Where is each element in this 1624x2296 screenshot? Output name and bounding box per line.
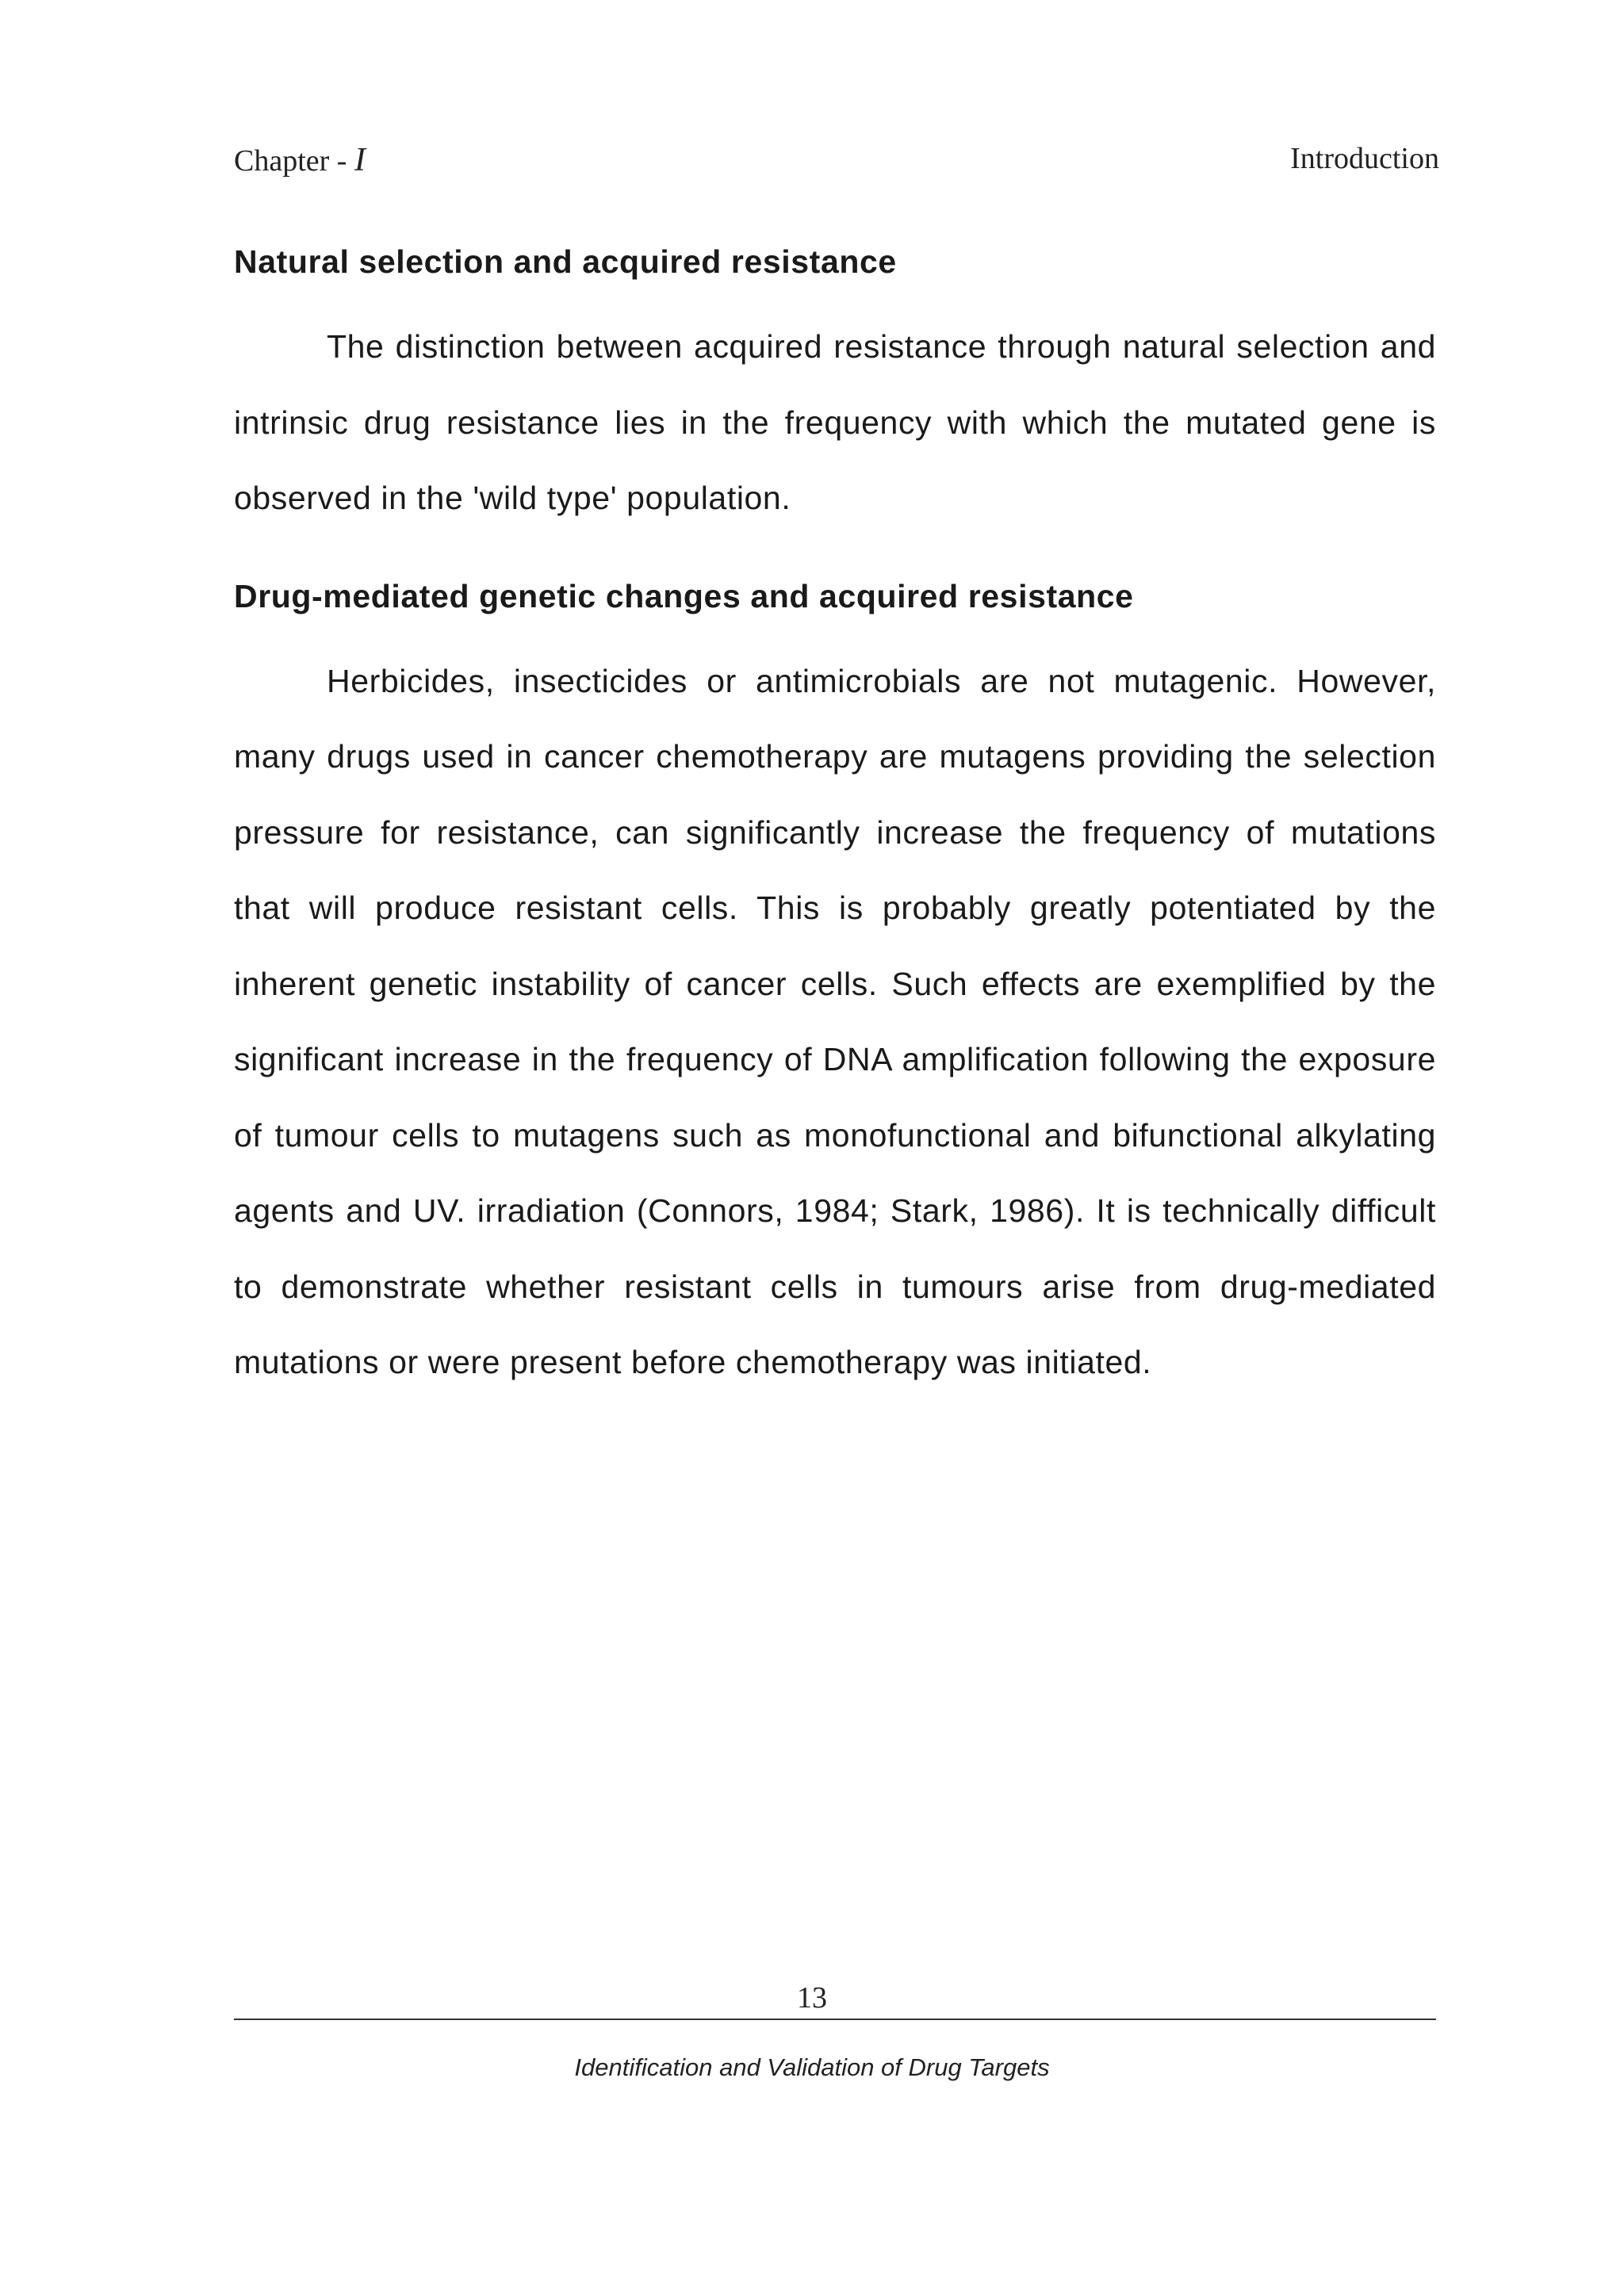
paragraph-natural-selection: The distinction between acquired resistance through natural selection and intrinsic drug resistance lies in the frequency with which the mutated gene is observed in the 'wild type' population. [234,328,1436,516]
section-heading-drug-mediated: Drug-mediated genetic changes and acquired resistance [234,577,1134,614]
chapter-label-text: Chapter - [234,144,354,178]
section-heading-natural-selection: Natural selection and acquired resistance [234,243,897,280]
chapter-number: I [354,142,366,178]
paragraph-drug-mediated: Herbicides, insecticides or antimicrobials are not mutagenic. However, many drugs used in cancer chemotherapy are mutagens providing the selection pressure for resistance, can significantly increase the frequency of mutations that will produce resistant cells. This is probably greatly potentiated by the inherent genetic instability of cancer cells. Such effects are exemplified by the significant increase in the frequency of DNA amplification following the exposure of tumour cells to mutagens such as monofunctional and bifunctional alkylating agents and UV. irradiation (Connors, 1984; Stark, 1986). It is technically difficult to demonstrate whether resistant cells in tumours arise from drug-mediated mutations or were present before chemotherapy was initiated. [234,662,1436,1380]
chapter-label [234,141,366,179]
page-body [234,238,1436,1401]
page-number: 13 [797,1981,827,2015]
footer-title: Identification and Validation of Drug Targets [574,2053,1050,2081]
footer-divider [234,2019,1436,2020]
running-header [234,141,1439,182]
section-label: Introduction [1290,142,1439,175]
